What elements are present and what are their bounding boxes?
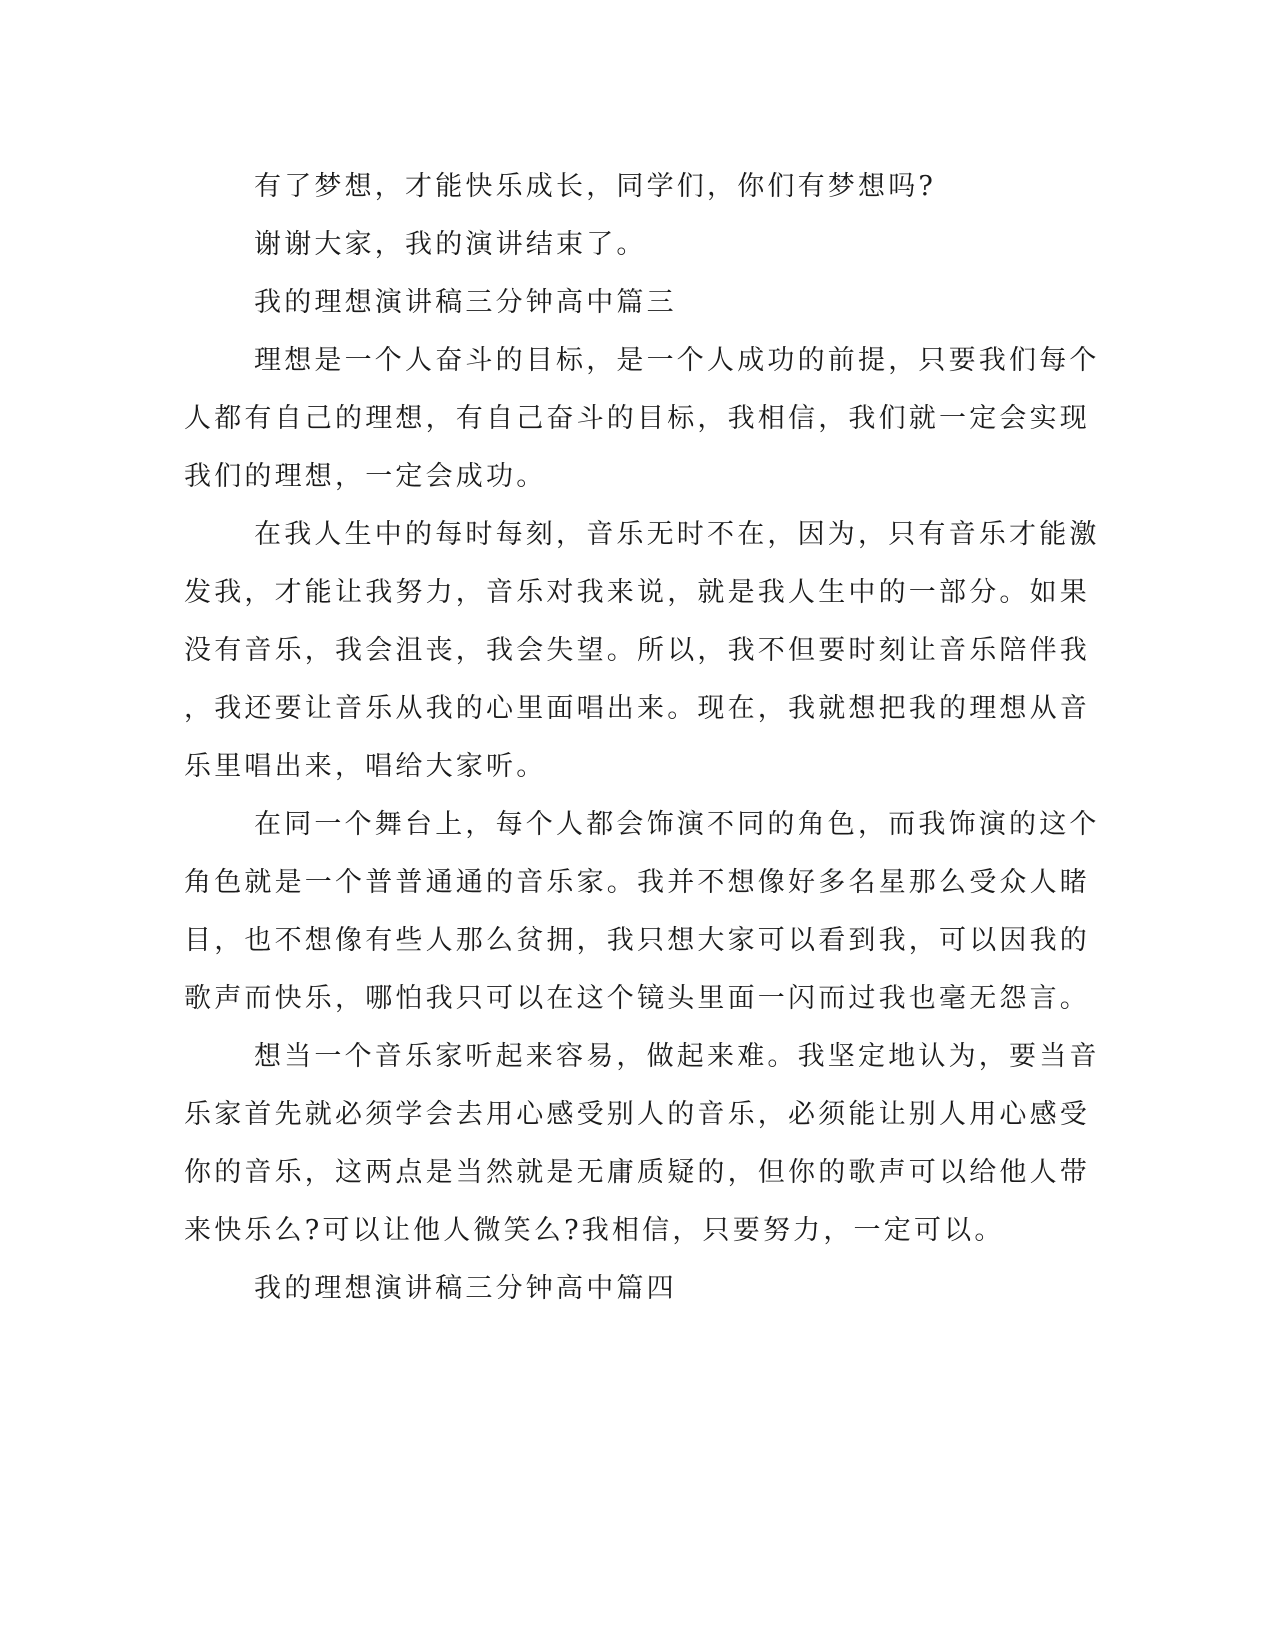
paragraph [184, 506, 1100, 796]
heading-text: 我的理想演讲稿三分钟高中篇四 [254, 1273, 677, 1304]
paragraph [184, 796, 1100, 1028]
text-line: 来快乐么?可以让他人微笑么?我相信，只要努力，一定可以。 [184, 1215, 1005, 1246]
text-line: 人都有自己的理想，有自己奋斗的目标，我相信，我们就一定会实现 [184, 403, 1090, 434]
text-line: 乐里唱出来，唱给大家听。 [184, 751, 547, 782]
document-body [184, 158, 1100, 1318]
heading-text: 我的理想演讲稿三分钟高中篇三 [254, 287, 677, 318]
section-heading [184, 1260, 1044, 1318]
paragraph [184, 332, 1100, 506]
text-line: 在同一个舞台上，每个人都会饰演不同的角色，而我饰演的这个 [254, 809, 1100, 840]
paragraph [184, 1028, 1100, 1260]
text-line: 歌声而快乐，哪怕我只可以在这个镜头里面一闪而过我也毫无怨言。 [184, 983, 1090, 1014]
text-line: ，我还要让音乐从我的心里面唱出来。现在，我就想把我的理想从音 [184, 693, 1090, 724]
paragraph [184, 158, 1044, 216]
text-line: 理想是一个人奋斗的目标，是一个人成功的前提，只要我们每个 [254, 345, 1100, 376]
text-line: 没有音乐，我会沮丧，我会失望。所以，我不但要时刻让音乐陪伴我 [184, 635, 1090, 666]
text-line: 我们的理想，一定会成功。 [184, 461, 547, 492]
text-line: 发我，才能让我努力，音乐对我来说，就是我人生中的一部分。如果 [184, 577, 1090, 608]
paragraph [184, 216, 1044, 274]
text-line: 有了梦想，才能快乐成长，同学们，你们有梦想吗? [254, 171, 937, 202]
text-line: 角色就是一个普普通通的音乐家。我并不想像好多名星那么受众人睹 [184, 867, 1090, 898]
text-line: 谢谢大家，我的演讲结束了。 [254, 229, 647, 260]
text-line: 乐家首先就必须学会去用心感受别人的音乐，必须能让别人用心感受 [184, 1099, 1090, 1130]
text-line: 目，也不想像有些人那么贫拥，我只想大家可以看到我，可以因我的 [184, 925, 1090, 956]
section-heading [184, 274, 1044, 332]
text-line: 你的音乐，这两点是当然就是无庸质疑的，但你的歌声可以给他人带 [184, 1157, 1090, 1188]
text-line: 想当一个音乐家听起来容易，做起来难。我坚定地认为，要当音 [254, 1041, 1100, 1072]
text-line: 在我人生中的每时每刻，音乐无时不在，因为，只有音乐才能激 [254, 519, 1100, 550]
